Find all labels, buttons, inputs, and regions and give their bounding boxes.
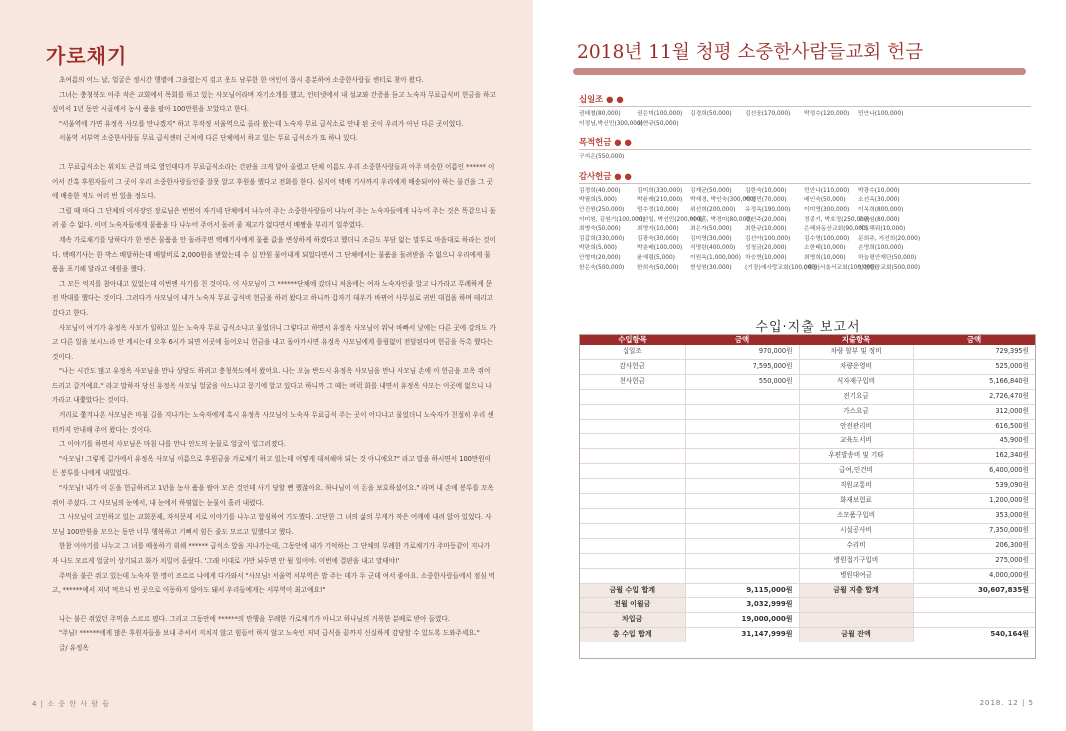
donor-entry: 조관임(80,000) xyxy=(858,216,900,223)
essay-paragraph: 주먹을 불끈 쥐고 있는데 노숙자 한 명이 조르르 나에게 다가와서 "사모님! 서울역 서부역은 밥 주는 데가 두 군데 여서 좋아요. 소중한사랑들에서 점심 먹고, ******에서 저녁 먹으니 번 곳으로 이동하지 않아도 돼서 우리들에게는 서부역이 최고예요!" xyxy=(52,571,496,595)
donor-entry: 차승현(10,000) xyxy=(745,254,787,261)
essay-paragraph: 그럴 때 마다 그 단체의 이사장인 장로님은 번번이 자기네 단체에서 나누어 주는 소중한사랑들이 나누어 주는 노숙자들에게 나누어 주는 것은 똑같으니 돌려 줄 수 없다. 이미 노숙자들에게 물품을 다 나누어 주어서 돌려 줄 재고가 없다면서 배짱을 부리기 일쑤였다. xyxy=(52,206,496,230)
header-expense-amount: 금액 xyxy=(913,335,1035,345)
expense-item-cell: 안전관리비 xyxy=(799,419,913,434)
essay-paragraph: "나는 시간도 많고 유정옥 사모님을 만나 상담도 하려고 충청북도에서 왔어요. 나는 오늘 반드시 유정옥 사모님을 만나 사모님 손에 이 헌금을 꼬옥 쥐어 드리고 갈거예요." 라고 말하자 당신 유정옥 사모님 얼굴을 아느냐고 묻기에 알고 있다고 하니까 그 때는 버럭 화를 내면서 유정옥 사모는 이곳에 없으니 나가라고 내쫓았다는 것이다. xyxy=(52,367,492,405)
donor-entry xyxy=(914,254,974,264)
income-amount-cell xyxy=(685,389,799,404)
income-item-cell: 총 수입 합계 xyxy=(580,628,685,642)
table-row xyxy=(580,523,1035,538)
expense-amount-cell: 616,500원 xyxy=(913,419,1035,434)
donor-entry: 박재경, 박인숙(300,000) xyxy=(690,197,756,204)
donor-grid xyxy=(579,110,1031,129)
income-item-cell xyxy=(580,568,685,583)
income-item-cell: 십일조 xyxy=(580,345,685,359)
donor-entry: 박정수(120,000) xyxy=(804,111,850,117)
donor-entry: 하늘평안재단(50,000) xyxy=(858,254,917,261)
essay-paragraph: 한참 이야기를 나누고 그 녀를 배웅하기 위해 ****** 급식소 앞을 지나가는데, 그동안에 내가 기억하는 그 단체의 무례한 가로채기가 주마등같이 지나가자 나도 모르게 얼굴이 상기되고 화가 치밀어 올랐다. '그래 이대로 가만 놔두면 안 될 일이야. 이번에 결판을 내고 말테야!' xyxy=(52,542,491,565)
income-item-cell xyxy=(580,538,685,553)
summary-row xyxy=(580,613,1035,628)
essay-paragraph: "서울역에 가면 유정옥 사모를 만나겠지" 하고 무작정 서울역으로 올라 왔는데 노숙자 무료 급식소로 안내 된 곳이 우리가 아닌 다른 곳이었다. xyxy=(59,119,464,128)
table-row xyxy=(580,419,1035,434)
income-amount-cell xyxy=(685,464,799,479)
income-item-cell xyxy=(580,523,685,538)
donor-entry: 김미희(330,000) xyxy=(637,187,683,194)
essay-paragraph: "주님! ******에게 많은 후원자들을 보내 주셔서 지치지 않고 힘들어 하지 않고 노숙인 저녁 급식을 끝까지 신실하게 감당할 수 있도록 도와주세요." xyxy=(59,629,480,638)
donor-entry xyxy=(914,110,974,120)
income-amount-cell xyxy=(685,419,799,434)
donor-entry xyxy=(637,153,690,163)
income-amount-cell xyxy=(685,538,799,553)
income-item-cell: 전월 이월금 xyxy=(580,598,685,613)
income-amount-cell: 550,000원 xyxy=(685,374,799,389)
summary-row xyxy=(580,583,1035,598)
section-divider xyxy=(579,183,1031,184)
essay-paragraph: "사모님! 내가 이 돈을 헌금하려고 1년을 농사 품을 팔아 모은 것인데 사기 당할 뻔 했잖아요. 하나님이 이 돈을 보호하셨어요." 라며 내 손에 봉투를 꼬옥 쥐어 주셨다. 그 사모님의 눈에서, 내 눈에서 하염없는 눈물이 흘러 내렸다. xyxy=(52,484,494,507)
donor-entry: 손영희(100,000) xyxy=(858,245,904,252)
income-item-cell xyxy=(580,449,685,464)
donor-entry: 현성원(30,000) xyxy=(690,264,732,271)
income-expense-table xyxy=(580,335,1035,642)
essay-paragraph: 계속 가로채기를 당하다가 한 번은 물품을 안 돌려주면 택배기사에게 물품 값을 변상하게 하겠다고 했더니 조금도 부담 없는 말투로 마음대로 하라는 것이다. 택배기사는 한 박스 배달하는데 배달비로 2,000원을 받았는데 수 십 만원 물어내게 되었다면서 그 단체에서는 물품을 돌려받을 수 없으니 우리에게 물품을 포기해 달라고 애원을 했다. xyxy=(52,235,496,274)
essay-paragraph: 나는 불끈 쥐었던 주먹을 스르르 폈다. 그리고 그동안에 ******의 만행을 무례한 가로채기가 아니고 하나님의 거룩한 분배로 받아 들였다. xyxy=(59,614,450,623)
expense-item-cell: 화재보험료 xyxy=(799,494,913,509)
table-row xyxy=(580,389,1035,404)
donor-grid xyxy=(579,187,1031,273)
essay-paragraph: "사모님! 그렇게 길가에서 유정옥 사모님 이름으로 후원금을 가로채기 하고 있는데 어떻게 대처해야 되는 것 아니에요?" 라고 말을 하시면서 100만원이든 봉투를 나에게 내밀었다. xyxy=(52,454,491,478)
donor-entry: 인천항장교회(500,000) xyxy=(858,264,921,271)
donor-entry: 위선희(200,000) xyxy=(690,206,736,213)
donor-entry: 기도해줘(10,000) xyxy=(858,226,906,233)
donor-entry: 최영자(10,000) xyxy=(637,226,679,233)
donor-entry xyxy=(690,120,745,130)
essay-paragraph: 서울역 서부역 소중한사랑들 무료 급식센터 근처에 다른 단체에서 하고 있는 무료 급식소가 또 하나 있다. xyxy=(59,134,358,143)
donor-entry xyxy=(804,120,858,130)
donor-entry: 김재균(50,000) xyxy=(690,187,732,194)
expense-item-cell: 전기요금 xyxy=(799,389,913,404)
donor-grid xyxy=(579,153,1031,163)
expense-amount-cell: 353,000원 xyxy=(913,508,1035,523)
donor-entry: 안형미(20,000) xyxy=(579,254,621,261)
donor-entry: 김갑희(330,000) xyxy=(579,235,625,242)
donor-entry xyxy=(914,153,974,163)
header-income-amount: 금액 xyxy=(685,335,799,345)
expense-amount-cell: 540,164원 xyxy=(990,630,1029,639)
expense-amount-cell: 729,395원 xyxy=(913,345,1035,359)
income-item-cell xyxy=(580,404,685,419)
income-amount-cell: 9,115,000원 xyxy=(685,583,799,598)
section-heading: 십일조 ● ● xyxy=(579,94,624,104)
expense-amount-cell xyxy=(913,598,1035,613)
donor-entry: 성청금(20,000) xyxy=(745,245,787,252)
donor-entry: 엄수정(10,000) xyxy=(637,206,679,213)
header-income-item: 수입항목 xyxy=(580,335,685,345)
donor-entry: 박필희(5,000) xyxy=(579,197,617,204)
expense-item-cell: 급여,인건비 xyxy=(799,464,913,479)
offering-title: 2018년 11월 청평 소중한사람들교회 헌금 xyxy=(577,42,924,63)
expense-item-cell: 수리비 xyxy=(799,538,913,553)
donor-entry: 권태철(80,000) xyxy=(579,111,621,117)
expense-item-cell: 차량운영비 xyxy=(799,359,913,374)
expense-amount-cell: 5,166,840원 xyxy=(913,374,1035,389)
income-item-cell xyxy=(580,434,685,449)
right-page xyxy=(533,0,1066,731)
donor-entry: 이선일, 박선민(200,000) xyxy=(637,216,703,223)
expense-amount-cell: 275,000원 xyxy=(913,553,1035,568)
table-row xyxy=(580,538,1035,553)
expense-item-cell: 소모품구입비 xyxy=(799,508,913,523)
expense-amount-cell: 162,340원 xyxy=(913,449,1035,464)
donor-entry: 안진원(250,000) xyxy=(579,206,625,213)
donor-entry xyxy=(858,120,914,130)
donor-entry: 한희숙(50,000) xyxy=(637,264,679,271)
income-item-cell: 천사헌금 xyxy=(580,374,685,389)
donor-entry xyxy=(858,153,914,163)
donor-entry: 박판희(5,000) xyxy=(579,245,617,252)
donor-entry: 김미영(30,000) xyxy=(690,235,732,242)
summary-row xyxy=(580,598,1035,613)
donor-entry: 이원옥(1,000,000) xyxy=(690,254,741,261)
left-page-footer: 4 | 소 중 한 사 람 들 xyxy=(32,700,110,708)
expense-amount-cell: 4,000,000원 xyxy=(913,568,1035,583)
offering-list xyxy=(579,92,1031,279)
donor-entry xyxy=(804,153,858,163)
income-item-cell xyxy=(580,479,685,494)
donor-entry: 이정님,박신민(300,000) xyxy=(579,120,643,127)
donor-entry: 김광숙(30,000) xyxy=(637,235,679,242)
essay-paragraph: 그 사모님이 고민하고 있는 교회문제, 자식문제 서로 이야기를 나누고 합심하여 기도했다. 고단한 그 녀의 삶의 무게가 작은 어깨에 내려 앉아 있었다. 사모님 100만원을 모으는 동안 너무 행복하고 기뻐서 힘든 줄도 모르고 일했다고 했다. xyxy=(52,513,492,536)
essay-paragraph: 그 무료급식소는 위치도 큰길 바로 옆인데다가 무료급식소라는 간판을 크게 달아 올렸고 단체 이름도 우리 소중한사랑들과 아주 비슷한 이름인 ****** 이어서 간혹 후원자들이 그 곳이 우리 소중한사랑들인줄 잘못 알고 후원을 했다고 전화를 한다. 심지어 택배 기사까지 우리에게 배송되어야 하는 물건을 그 곳에 배송한 적도 여러 번 있을 정도다. xyxy=(52,162,495,201)
table-row xyxy=(580,464,1035,479)
table-row xyxy=(580,479,1035,494)
right-page-footer: 2018. 12 | 5 xyxy=(979,699,1034,707)
donor-entry: 유정옥(190,000) xyxy=(745,206,791,213)
income-amount-cell: 970,000원 xyxy=(685,345,799,359)
donor-entry: 권은미(100,000) xyxy=(637,111,683,117)
income-item-cell: 차입금 xyxy=(580,613,685,628)
table-row xyxy=(580,568,1035,583)
expense-amount-cell: 525,000원 xyxy=(913,359,1035,374)
donor-entry xyxy=(914,216,974,226)
donor-entry: 석명란(400,000) xyxy=(690,245,736,252)
essay-paragraph: 사모님이 여기가 유정옥 사모가 일하고 있는 노숙자 무료 급식소냐고 물었더니 그렇다고 하면서 유정옥 사모님이 워낙 바빠서 낮에는 다른 곳에 강의도 가고 다른 일을 보시느라 안 계시는데 오후 6시가 되면 이곳에 들어오니 헌금을 내고 돌아가시면 유정옥 사모님에게 틀림없이 전달된다며 헌금을 독촉 했다는 것이다. xyxy=(52,323,496,361)
table-row xyxy=(580,345,1035,359)
expense-amount-cell: 30,607,835원 xyxy=(913,583,1035,598)
income-item-cell xyxy=(580,553,685,568)
donor-entry: 정선주(20,000) xyxy=(745,216,787,223)
income-item-cell xyxy=(580,494,685,509)
expense-item-cell: 교육도서비 xyxy=(799,434,913,449)
donor-entry: 은혜와동산교회(90,000) xyxy=(804,226,869,233)
donor-entry: 김경희(50,000) xyxy=(690,111,732,117)
donor-entry: 최영희(10,000) xyxy=(804,254,846,261)
donor-entry: 최현규(50,000) xyxy=(637,120,679,127)
donor-entry xyxy=(690,153,745,163)
income-amount-cell xyxy=(685,553,799,568)
donor-entry: 이옥희(800,000) xyxy=(858,206,904,213)
income-amount-cell xyxy=(685,479,799,494)
income-item-cell xyxy=(580,389,685,404)
expense-item-cell: 직원교통비 xyxy=(799,479,913,494)
donor-entry: 최한규(10,000) xyxy=(745,226,787,233)
summary-row xyxy=(580,628,1035,642)
income-amount-cell: 31,147,999원 xyxy=(685,628,799,642)
expense-amount-cell: 539,090원 xyxy=(913,479,1035,494)
essay-paragraph: 그 이야기를 하면서 사모님은 마침 나를 만나 안도의 눈물로 얼굴이 일그러졌다. xyxy=(59,440,286,449)
table-row xyxy=(580,494,1035,509)
income-item-cell: 금월 수입 합계 xyxy=(580,583,685,598)
donor-entry: 김선웅(170,000) xyxy=(745,111,791,117)
expense-amount-cell: 2,726,470원 xyxy=(913,389,1035,404)
income-item-cell xyxy=(580,508,685,523)
income-amount-cell xyxy=(685,494,799,509)
donor-entry: 문희주, 지선희(20,000) xyxy=(858,235,921,242)
title-underline-bar xyxy=(573,68,1026,75)
income-amount-cell: 3,032,999원 xyxy=(685,598,799,613)
donor-entry: 구지은(550,000) xyxy=(579,154,625,161)
section-divider xyxy=(579,149,1031,150)
section-heading: 감사헌금 ● ● xyxy=(579,170,632,181)
expense-item-cell: 병원대여금 xyxy=(799,568,913,583)
donor-entry xyxy=(914,206,974,216)
section-heading: 목적헌금 ● ● xyxy=(579,137,632,148)
donor-entry: 김선아(100,000) xyxy=(745,235,791,242)
expense-item-cell: 병원접기구입비 xyxy=(799,553,913,568)
income-item-cell xyxy=(580,419,685,434)
donor-entry xyxy=(745,153,804,163)
income-amount-cell xyxy=(685,434,799,449)
donor-entry xyxy=(914,120,974,130)
expense-amount-cell: 1,200,000원 xyxy=(913,494,1035,509)
income-amount-cell xyxy=(685,568,799,583)
expense-item-cell: 차량 할부 및 정비 xyxy=(799,345,913,359)
donor-entry: 최은자(50,000) xyxy=(690,226,732,233)
expense-item-cell xyxy=(799,598,913,613)
donor-entry: 이미영(300,000) xyxy=(804,206,850,213)
donor-entry: 윤예림(5,000) xyxy=(637,254,675,261)
income-amount-cell xyxy=(685,449,799,464)
donor-entry: 한은숙(500,000) xyxy=(579,264,625,271)
donor-entry xyxy=(914,264,974,274)
income-amount-cell xyxy=(685,404,799,419)
expense-item-cell: 시설공사비 xyxy=(799,523,913,538)
expense-item-cell: 식자재구입비 xyxy=(799,374,913,389)
donor-entry: 김수영(100,000) xyxy=(804,235,850,242)
donor-entry: 박정민(70,000) xyxy=(745,197,787,204)
expense-amount-cell: 206,300원 xyxy=(913,538,1035,553)
donor-entry xyxy=(745,120,804,130)
expense-item-cell: 가스요금 xyxy=(799,404,913,419)
table-row xyxy=(580,359,1035,374)
donor-entry: 정종기, 박호정(250,000) xyxy=(804,216,870,223)
income-item-cell: 감사헌금 xyxy=(580,359,685,374)
donor-entry: (기장)예사랑교회(100,000) xyxy=(745,264,818,271)
donor-entry xyxy=(914,187,974,197)
expense-amount-cell: 6,400,000원 xyxy=(913,464,1035,479)
essay-paragraph: 그녀는 충청북도 아주 작은 교회에서 목회를 하고 있는 사모님이라며 자기소개를 했고, 인터넷에서 내 설교와 간증을 듣고 노숙자 무료급식비 헌금을 하고 싶어서 1년 동안 시골에서 농사 품을 팔아 100만원을 모았다고 한다. xyxy=(52,90,496,114)
report-title: 수입·지출 보고서 xyxy=(755,320,861,335)
expense-amount-cell: 45,900원 xyxy=(913,434,1035,449)
donor-entry: 이재훈, 박경미(80,000) xyxy=(690,216,753,223)
expense-item-cell: 금월 잔액 xyxy=(799,628,913,642)
donor-entry: (예장)서울서교회(100,000) xyxy=(804,264,877,271)
expense-amount-cell: 312,000원 xyxy=(913,404,1035,419)
donor-entry: 이미원, 김원기(100,000) xyxy=(579,216,645,223)
income-amount-cell: 7,595,000원 xyxy=(685,359,799,374)
donor-entry xyxy=(914,244,974,254)
expense-item-cell: 우편발송비 및 기타 xyxy=(799,449,913,464)
expense-amount-cell: 7,350,000원 xyxy=(913,523,1035,538)
header-expense-item: 지출항목 xyxy=(799,335,913,345)
donor-entry: 박윤례(210,000) xyxy=(637,197,683,204)
essay-paragraph: 글/ 유정옥 xyxy=(59,643,89,652)
table-header-row xyxy=(580,335,1035,345)
section-divider xyxy=(579,106,1031,107)
donor-entry: 박춘배(100,000) xyxy=(637,245,683,252)
donor-entry: 민안나(110,000) xyxy=(804,187,850,194)
income-amount-cell xyxy=(685,523,799,538)
essay-paragraph: 거리로 쫓겨나온 사모님은 마침 길을 지나가는 노숙자에게 혹시 유정옥 사모님이 노숙자 무료급식 주는 곳이 어디냐고 물었더니 노숙자가 친절히 우리 센터까지 안내해 주어 왔다는 것이다. xyxy=(52,411,494,434)
income-amount-cell: 19,000,000원 xyxy=(685,613,799,628)
donor-entry: 배인숙(50,000) xyxy=(804,197,846,204)
donor-entry xyxy=(914,225,974,235)
essay-paragraph: 그 모든 억지를 참아내고 있었는데 이번엔 사기를 친 것이다. 이 사모님이 그 ******단체에 갔더니 처음에는 여자 노숙자인줄 알고 나가라고 무례하게 문전 박대를 했다는 것이다. 그러다가 사모님이 내가 노숙자 무료 급식비 헌금을 하러 왔다고 하니까 갑자기 대우가 바뀌어 사무실로 귀빈 대접을 하며 데리고 갔다고 한다. xyxy=(52,279,494,317)
expense-amount-cell xyxy=(913,613,1035,628)
donor-entry: 김한숙(10,000) xyxy=(745,187,787,194)
donor-entry xyxy=(914,196,974,206)
column-title: 가로채기 xyxy=(46,44,128,68)
donor-entry: 김경희(40,000) xyxy=(579,187,621,194)
donor-entry: 박광수(10,000) xyxy=(858,187,900,194)
table-row xyxy=(580,434,1035,449)
income-amount-cell xyxy=(685,508,799,523)
donor-entry: 민안나(100,000) xyxy=(858,111,904,117)
table-row xyxy=(580,449,1035,464)
expense-item-cell: 금월 지출 합계 xyxy=(799,583,913,598)
donor-entry: 최병숙(50,000) xyxy=(579,226,621,233)
essay-paragraph: 초여름의 어느 날, 얼굴은 정시간 햇볕에 그을렸는지 검고 옷도 남루한 한 여인이 몹시 흥분하여 소중한사랑들 센터로 찾아 왔다. xyxy=(59,76,424,84)
donor-entry xyxy=(914,235,974,245)
table-row xyxy=(580,374,1035,389)
table-row xyxy=(580,404,1035,419)
income-item-cell xyxy=(580,464,685,479)
donor-entry: 소선옥(30,000) xyxy=(858,197,900,204)
table-row xyxy=(580,508,1035,523)
essay-body xyxy=(52,73,496,656)
expense-item-cell xyxy=(799,613,913,628)
table-row xyxy=(580,553,1035,568)
donor-entry: 소한태(10,000) xyxy=(804,245,846,252)
